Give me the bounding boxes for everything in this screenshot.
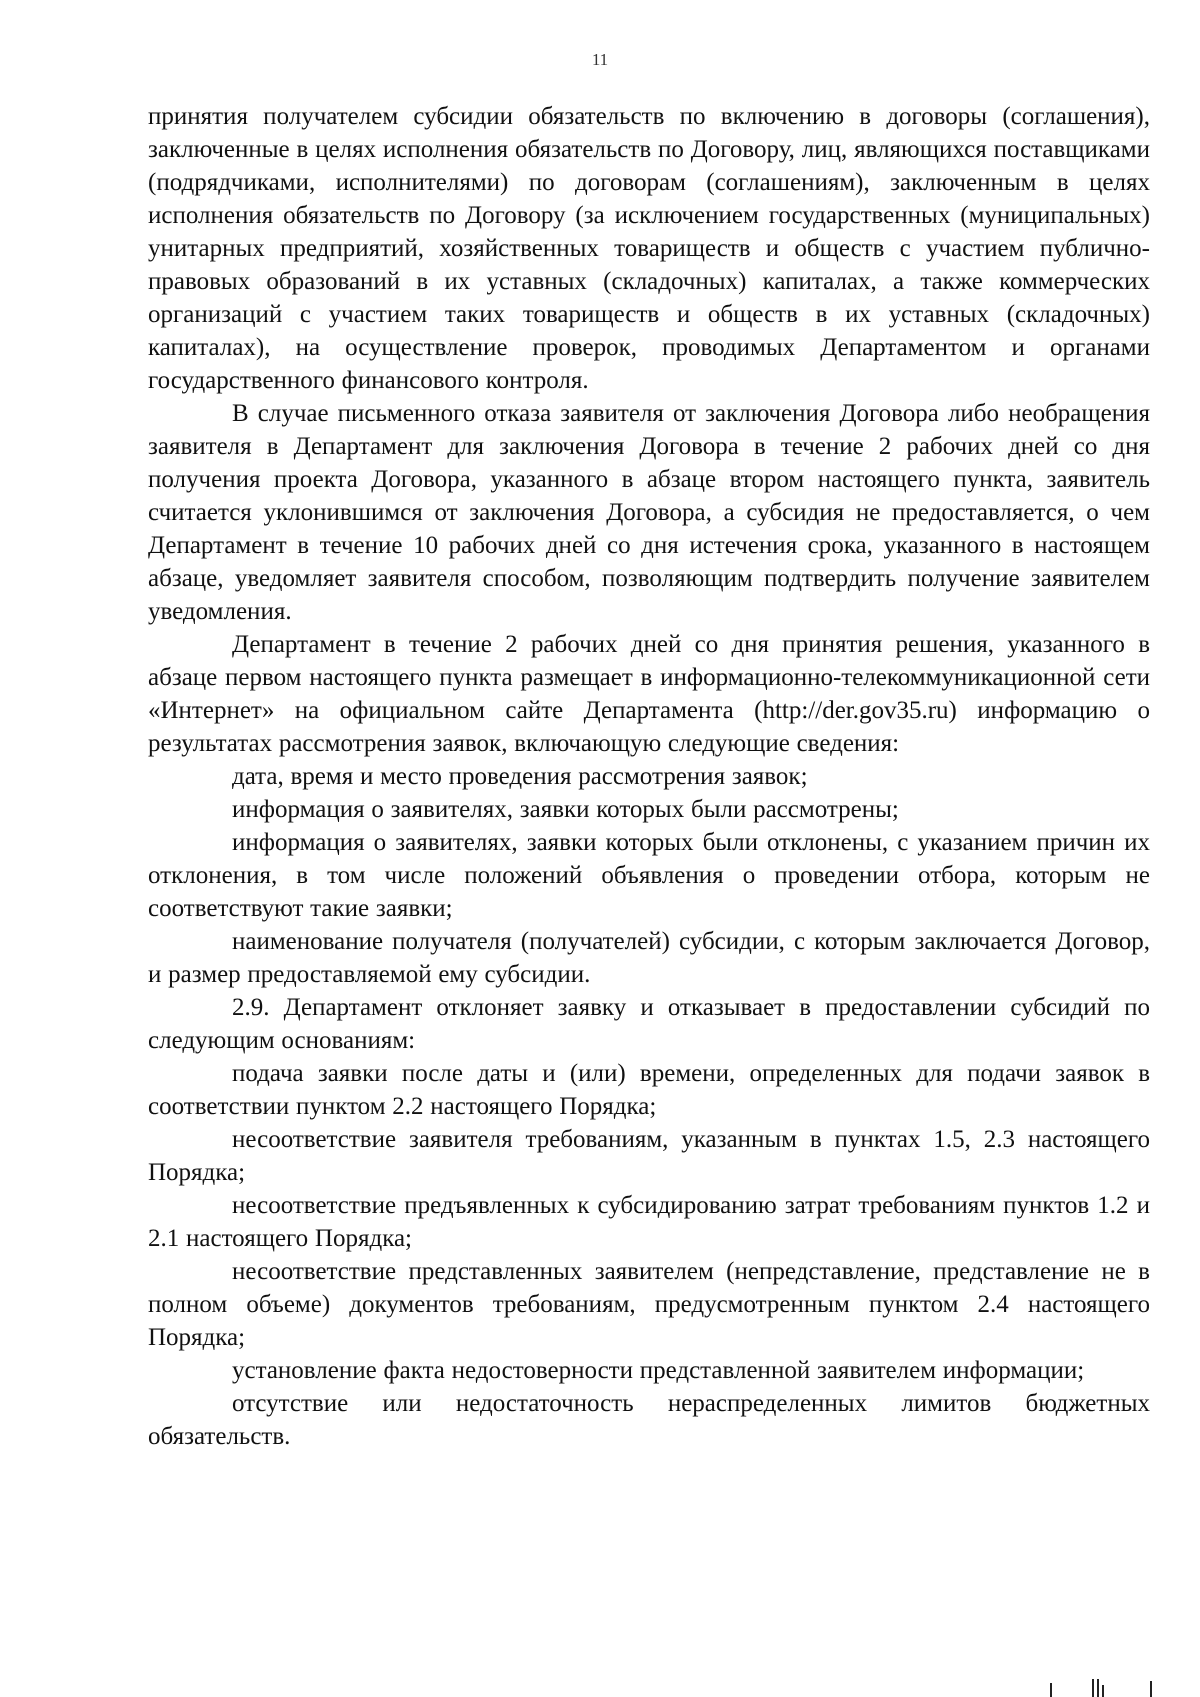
reason-4: несоответствие представленных заявителем (непредставление, представление не в полном объеме) документов требованиям, предусмотренным пунктом 2.4 настоящего Порядка; bbox=[148, 1258, 1150, 1351]
scan-mark bbox=[1150, 1681, 1152, 1697]
paragraph-2: В случае письменного отказа заявителя от заключения Договора либо необращения заявителя в Департамент для заключения Договора в течение 2 рабочих дней со дня получения проекта Договора, указанного в абзаце втором настоящего пункта, заявитель считается уклонившимся от заключения Договора, а субсидия не предоставляется, о чем Департамент в течение 10 рабочих дней со дня истечения срока, указанного в настоящем абзаце, уведомляет заявителя способом, позволяющим подтвердить получение заявителем уведомления. bbox=[148, 400, 1150, 625]
list-item-4: наименование получателя (получателей) субсидии, с которым заключается Договор, и размер предоставляемой ему субсидии. bbox=[148, 928, 1150, 988]
reason-2: несоответствие заявителя требованиям, указанным в пунктах 1.5, 2.3 настоящего Порядка; bbox=[148, 1126, 1150, 1186]
scan-mark bbox=[1097, 1679, 1099, 1697]
list-item-1: дата, время и место проведения рассмотрения заявок; bbox=[232, 763, 808, 790]
page-number: 11 bbox=[591, 50, 609, 69]
reason-1: подача заявки после даты и (или) времени, определенных для подачи заявок в соответствии пунктом 2.2 настоящего Порядка; bbox=[148, 1060, 1150, 1120]
section-2-9: 2.9. Департамент отклоняет заявку и отказывает в предоставлении субсидий по следующим основаниям: bbox=[148, 994, 1150, 1054]
reason-5: установление факта недостоверности представленной заявителем информации; bbox=[232, 1357, 1085, 1384]
scan-mark bbox=[1102, 1685, 1104, 1697]
scan-artifact-marks bbox=[1040, 1677, 1180, 1697]
paragraph-1: принятия получателем субсидии обязательств по включению в договоры (соглашения), заключенные в целях исполнения обязательств по Договору, лиц, являющихся поставщиками (подрядчиками, исполнителями) по договорам (соглашениям), заключенным в целях исполнения обязательств по Договору (за исключением государственных (муниципальных) унитарных предприятий, хозяйственных товариществ и обществ с участием публично-правовых образований в их уставных (складочных) капиталах, а также коммерческих организаций с участием таких товариществ и обществ в их уставных (складочных) капиталах), на осуществление проверок, проводимых Департаментом и органами государственного финансового контроля. bbox=[148, 103, 1150, 394]
list-item-2: информация о заявителях, заявки которых были рассмотрены; bbox=[232, 796, 899, 823]
scan-mark bbox=[1092, 1679, 1094, 1697]
reason-6: отсутствие или недостаточность нераспределенных лимитов бюджетных обязательств. bbox=[148, 1390, 1150, 1450]
scan-mark bbox=[1050, 1683, 1052, 1697]
document-body bbox=[148, 100, 1150, 1453]
list-item-3: информация о заявителях, заявки которых были отклонены, с указанием причин их отклонения, в том числе положений объявления о проведении отбора, которым не соответствуют такие заявки; bbox=[148, 829, 1150, 922]
reason-3: несоответствие предъявленных к субсидированию затрат требованиям пунктов 1.2 и 2.1 настоящего Порядка; bbox=[148, 1192, 1150, 1252]
paragraph-3: Департамент в течение 2 рабочих дней со дня принятия решения, указанного в абзаце первом настоящего пункта размещает в информационно-телекоммуникационной сети «Интернет» на официальном сайте Департамента (http://der.gov35.ru) информацию о результатах рассмотрения заявок, включающую следующие сведения: bbox=[148, 631, 1150, 757]
